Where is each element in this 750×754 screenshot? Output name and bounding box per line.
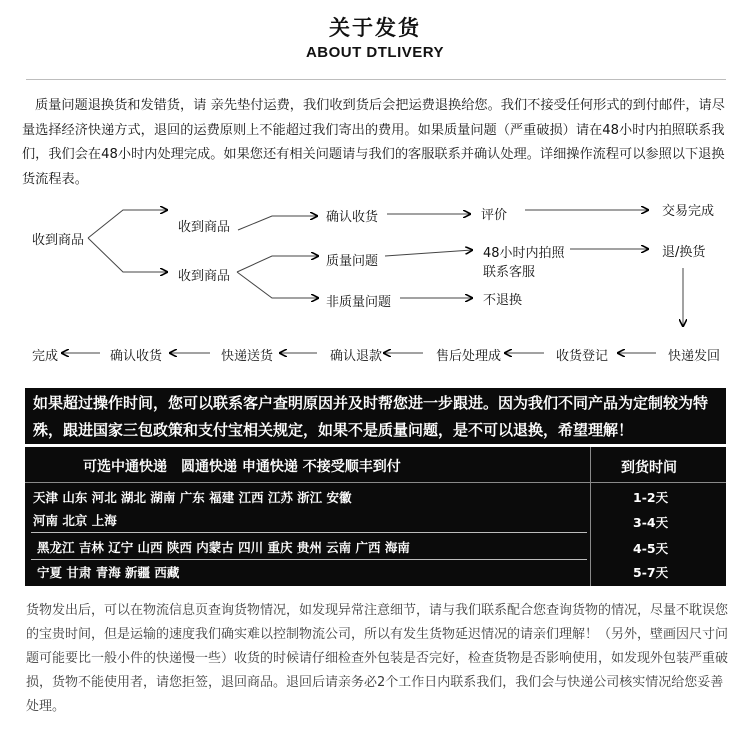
flow-no-return: 不退换 [483, 293, 523, 308]
table-divider [31, 532, 587, 533]
flow-review: 评价 [481, 208, 508, 223]
table-row-regions: 河南 北京 上海 [33, 513, 117, 528]
flow-connector [88, 210, 167, 238]
table-divider [590, 447, 591, 586]
flow-connector [237, 256, 318, 272]
intro-paragraph: 质量问题退换货和发错货，请 亲先垫付运费，我们收到货后会把运费退换给您。我们不接受任何形式的到付邮件，请尽量选择经济快递方式，退回的运费原则上不能超过我们寄出的费用。如果质量问题（严重破损）请在48小时内拍照联系我们，我们会在48小时内处理完成。如果您还有相关问题请与我们的客服联系并确认处理。详细操作流程可以参照以下退换货流程表。 [22, 98, 725, 187]
flow-return-step: 收货登记 [556, 349, 609, 364]
flow-connector [238, 216, 317, 230]
table-row-time: 4-5天 [633, 541, 669, 556]
table-row-time: 3-4天 [633, 515, 669, 530]
flow-photo-48h: 48小时内拍照 [483, 246, 565, 261]
table-header-delivery-time: 到货时间 [621, 460, 677, 476]
table-row-regions: 天津 山东 河北 湖北 湖南 广东 福建 江西 江苏 浙江 安徽 [33, 490, 352, 505]
flow-connector [385, 250, 472, 256]
flow-start-received: 收到商品 [32, 233, 85, 248]
flow-connector [88, 238, 167, 272]
flow-non-quality-issue: 非质量问题 [326, 295, 392, 310]
flow-return-step: 快递发回 [668, 349, 721, 364]
table-divider [31, 559, 587, 560]
table-row-regions: 宁夏 甘肃 青海 新疆 西藏 [37, 565, 180, 580]
flow-received-b: 收到商品 [178, 269, 231, 284]
flow-trade-complete: 交易完成 [662, 204, 715, 219]
title-divider [26, 79, 726, 80]
flow-quality-issue: 质量问题 [326, 254, 379, 269]
flow-contact-service: 联系客服 [483, 265, 536, 280]
table-row-regions: 黑龙江 吉林 辽宁 山西 陕西 内蒙古 四川 重庆 贵州 云南 广西 海南 [37, 540, 410, 555]
flow-received-a: 收到商品 [178, 220, 231, 235]
table-divider [25, 482, 726, 483]
flow-return-step: 完成 [32, 349, 59, 364]
table-row-time: 5-7天 [633, 565, 669, 580]
flow-return-step: 售后处理成 [436, 349, 502, 364]
flow-return-step: 确认退款 [330, 349, 383, 364]
flow-return-step: 快递送货 [221, 349, 274, 364]
table-row-time: 1-2天 [633, 490, 669, 505]
flow-return-step: 确认收货 [110, 349, 163, 364]
flow-return-exchange: 退/换货 [662, 245, 706, 260]
notice-banner: 如果超过操作时间，您可以联系客户查明原因并及时帮您进一步跟进。因为我们不同产品为定制较为特殊，跟进国家三包政策和支付宝相关规定，如果不是质量问题，是不可以退换，希望理解！ [25, 388, 726, 444]
shipping-table [25, 447, 726, 586]
page-subtitle: ABOUT DTLIVERY [305, 44, 445, 61]
table-header-carriers: 可选中通快递 圆通快递 申通快递 不接受顺丰到付 [83, 459, 401, 475]
page-title: 关于发货 [329, 16, 421, 40]
footer-paragraph: 货物发出后，可以在物流信息页查询货物情况，如发现异常注意细节，请与我们联系配合您查询货物的情况，尽量不耽误您的宝贵时间，但是运输的速度我们确实难以控制物流公司，所以有发生货物延迟情况的请亲们理解！（另外，壁画因尺寸问题可能要比一般小件的快递慢一些）收货的时候请仔细检查外包装是否完好，检查货物是否影响使用，如发现外包装严重破损，货物不能使用者，请您拒签，退回商品。退回后请亲务必2个工作日内联系我们，我们会与快递公司核实情况给您妥善处理。 [26, 603, 729, 714]
flow-confirm-receipt: 确认收货 [326, 210, 379, 225]
flow-connector [237, 272, 318, 298]
